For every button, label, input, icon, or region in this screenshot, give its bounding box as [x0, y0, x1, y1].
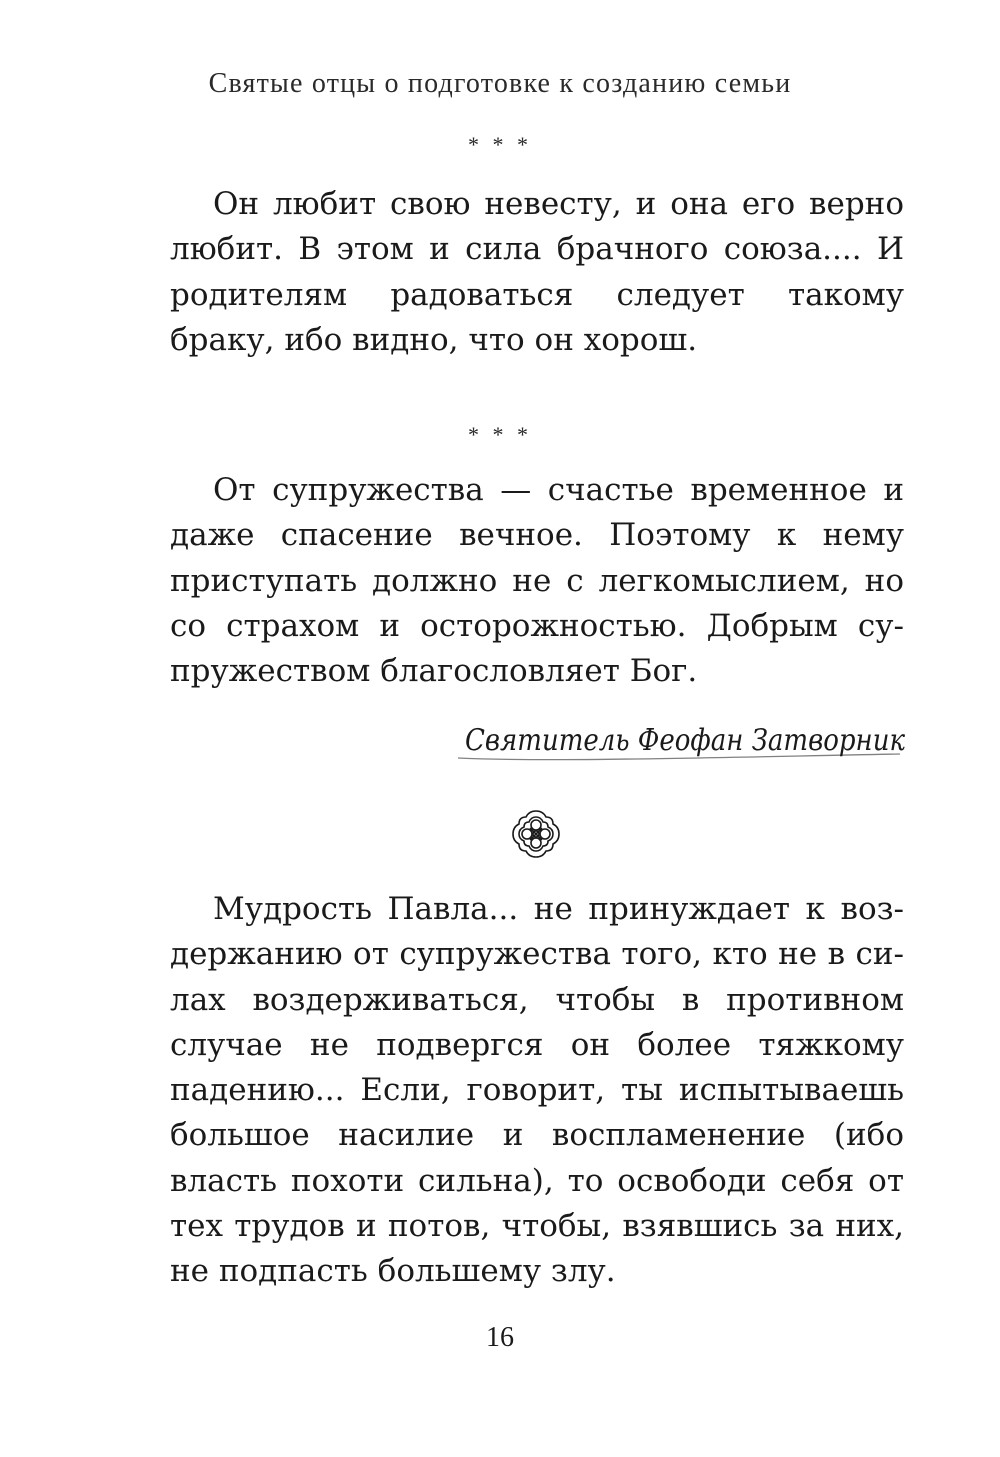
signature-image [430, 708, 910, 772]
quote-paragraph: Мудрость Павла... не принуждает к воздержанию от супружества того, кто не в силах воздерживаться, чтобы в противном случае не подвергся он более тяжкому падению... Если, говорит, ты испытываешь большое насилие и воспламенение (ибо власть похоти сильна), то освободи себя от тех трудов и потов, чтобы, взявшись за них, не подпасть большему злу. [170, 891, 904, 1290]
celtic-knot-ornament-icon [510, 808, 562, 860]
section-separator: * * * [468, 422, 532, 447]
quote-paragraph: От супружества — счастье временное и даже спасение вечное. Поэтому к нему приступать должно не с легкомыслием, но со страхом и осторожностью. Добрым супружеством благословляет Бог. [170, 472, 904, 690]
quote-paragraph: Он любит свою невесту, и она его верно любит. В этом и сила брачного союза.... И родителям радоваться следует такому браку, ибо видно, что он хорош. [170, 186, 904, 358]
section-separator: * * * [468, 132, 532, 157]
running-head: Святые отцы о подготовке к созданию семьи [208, 68, 792, 99]
page-number: 16 [486, 1322, 514, 1353]
author-signature [430, 708, 910, 772]
signature-text: Святитель Феофан Затворник [465, 723, 906, 758]
